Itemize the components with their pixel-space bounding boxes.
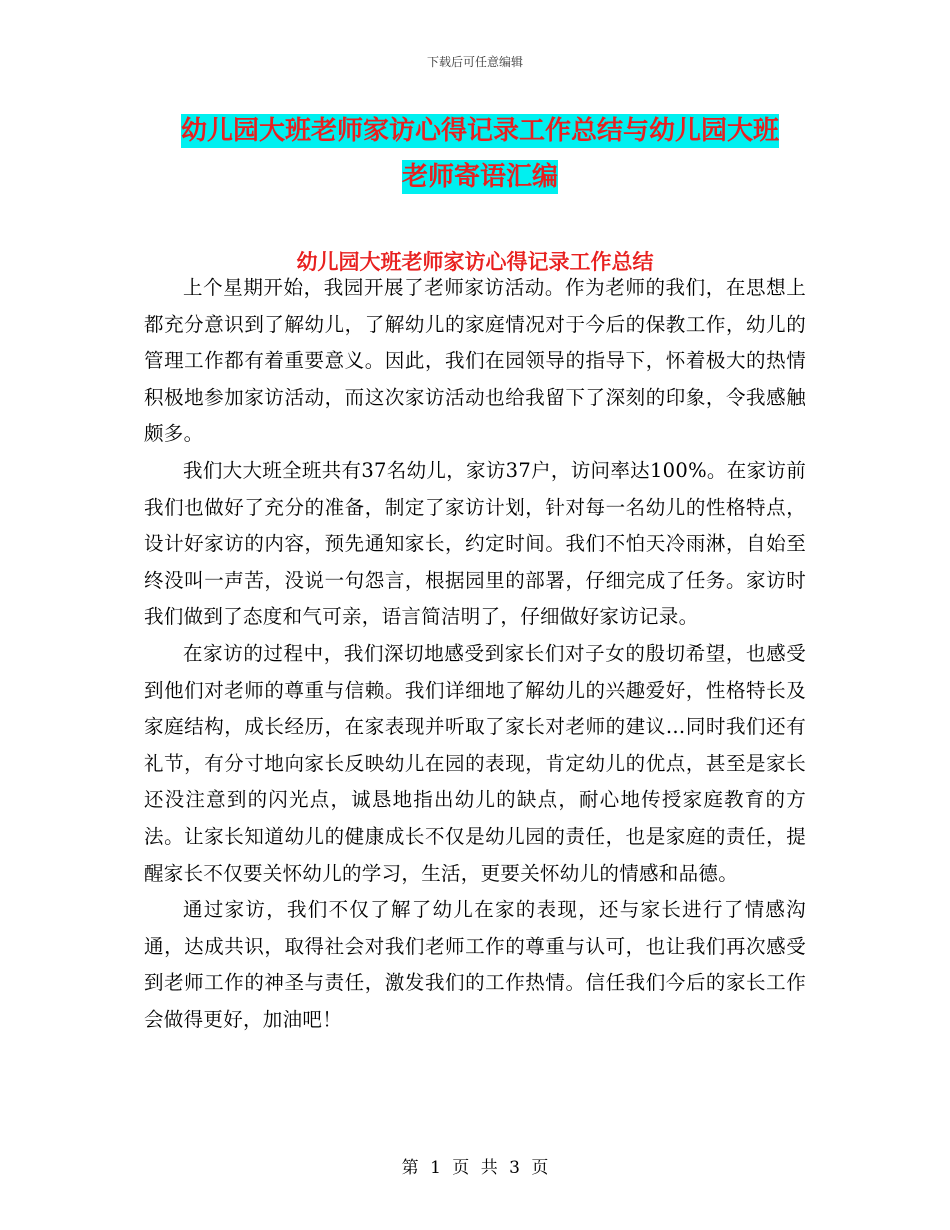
paragraph-1: 上个星期开始，我园开展了老师家访活动。作为老师的我们，在思想上都充分意识到了解幼儿，了解幼儿的家庭情况对于今后的保教工作，幼儿的管理工作都有着重要意义。因此，我们在园领导的指导下，怀着极大的热情积极地参加家访活动，而这次家访活动也给我留下了深刻的印象，令我感触颇多。	[144, 276, 806, 446]
paragraph-3: 在家访的过程中，我们深切地感受到家长们对子女的殷切希望，也感受到他们对老师的尊重与信赖。我们详细地了解幼儿的兴趣爱好，性格特长及家庭结构，成长经历，在家表现并听取了家长对老师的建议…同时我们还有礼节，有分寸地向家长反映幼儿在园的表现，肯定幼儿的优点，甚至是家长还没注意到的闪光点，诚恳地指出幼儿的缺点，耐心地传授家庭教育的方法。让家长知道幼儿的健康成长不仅是幼儿园的责任，也是家庭的责任，提醒家长不仅要关怀幼儿的学习，生活，更要关怀幼儿的情感和品德。	[144, 641, 806, 885]
page-footer: 第 1 页 共 3 页	[401, 1158, 549, 1178]
document-title-line-1: 幼儿园大班老师家访心得记录工作总结与幼儿园大班	[180, 116, 779, 146]
body-text	[144, 270, 806, 1038]
paragraph-2: 我们大大班全班共有37名幼儿，家访37户，访问率达100%。在家访前我们也做好了充分的准备，制定了家访计划，针对每一名幼儿的性格特点，设计好家访的内容，预先通知家长，约定时间。我们不怕天冷雨淋，自始至终没叫一声苦，没说一句怨言，根据园里的部署，仔细完成了任务。家访时我们做到了态度和气可亲，语言简洁明了，仔细做好家访记录。	[144, 458, 806, 629]
header-note: 下载后可任意编辑	[426, 55, 523, 69]
paragraph-4: 通过家访，我们不仅了解了幼儿在家的表现，还与家长进行了情感沟通，达成共识，取得社会对我们老师工作的尊重与认可，也让我们再次感受到老师工作的神圣与责任，激发我们的工作热情。信任我们今后的家长工作会做得更好，加油吧！	[144, 898, 806, 1031]
document-title	[150, 108, 810, 200]
document-title-line-2: 老师寄语汇编	[401, 162, 558, 192]
section-title: 幼儿园大班老师家访心得记录工作总结	[296, 250, 654, 274]
